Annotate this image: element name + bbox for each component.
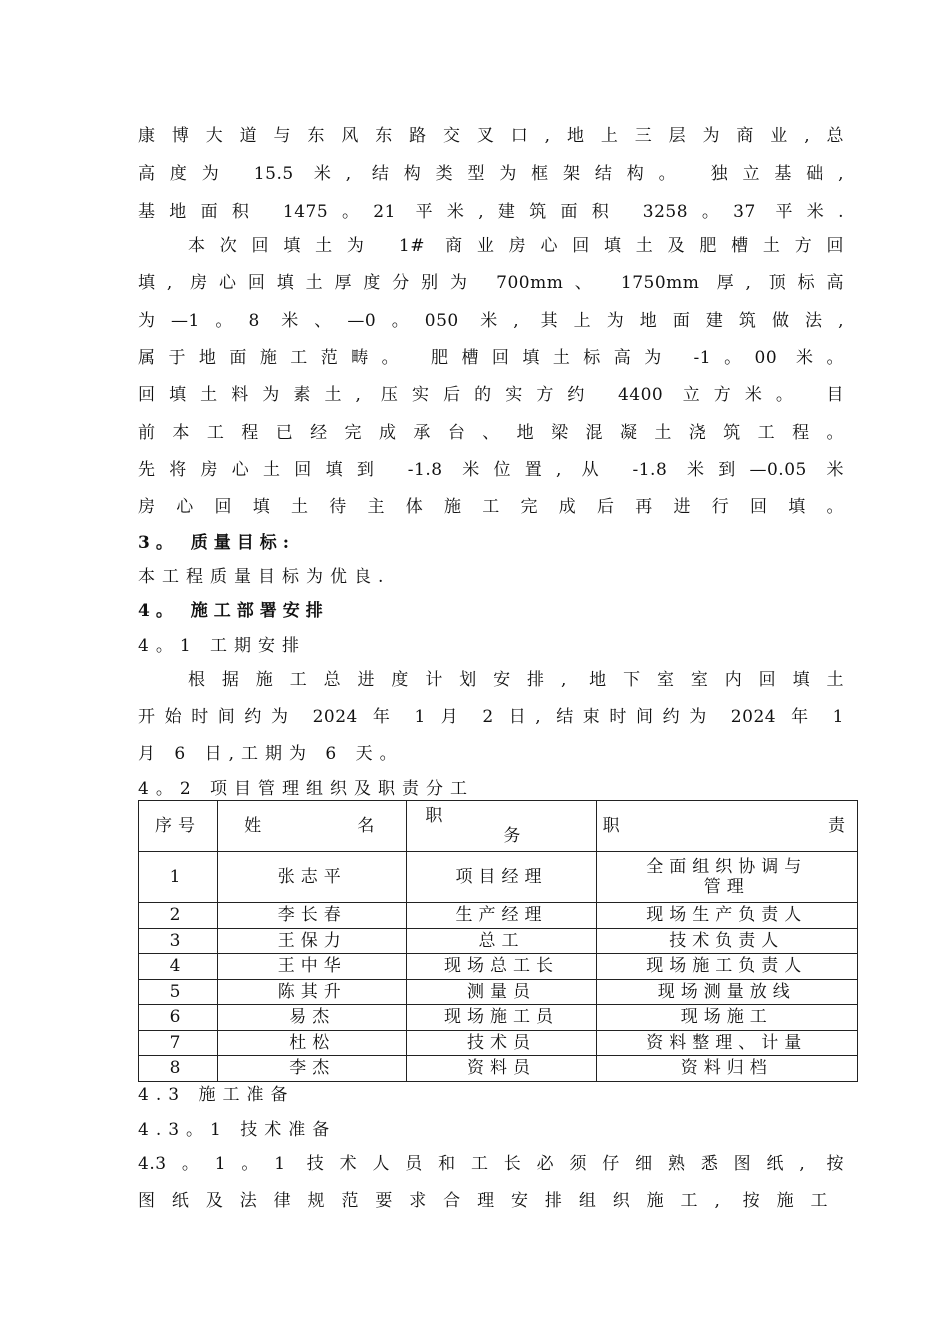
table-row [139,1030,858,1056]
quality-goal-text: 本工程质量目标为优良. [138,567,391,587]
responsibility-table [138,800,858,1082]
cell-duty: 现场生产负责人 [596,903,857,929]
cell-role: 现场总工长 [407,954,596,980]
cell-role: 现场施工员 [407,1005,596,1031]
cell-duty: 全面组织协调与 管理 [596,852,857,903]
header-role: 职 务 [407,801,596,852]
body-line: 属于地面施工范畴。 肥槽回填土标高为 -1。00 米。 [138,348,844,368]
subheading-technical-prep: 4.3。1 技术准备 [138,1120,337,1140]
cell-name: 杜松 [218,1030,407,1056]
body-line: 高度为 15.5 米, 结构类型为框架结构。 独立基础, [138,164,844,184]
cell-duty: 现场施工负责人 [596,954,857,980]
table-row [139,1005,858,1031]
table-row [139,1056,858,1082]
cell-name: 张志平 [218,852,407,903]
cell-no: 4 [139,954,218,980]
cell-no: 7 [139,1030,218,1056]
body-line: 前本工程已经完成承台、地梁混凝土浇筑工程。 [138,423,844,443]
cell-name: 李长春 [218,903,407,929]
cell-name: 王保力 [218,928,407,954]
cell-name: 王中华 [218,954,407,980]
table-row [139,903,858,929]
body-line: 基地面积 1475。21 平米,建筑面积 3258。37 平米. [138,202,844,222]
cell-no: 6 [139,1005,218,1031]
cell-name: 易杰 [218,1005,407,1031]
cell-no: 5 [139,979,218,1005]
subheading-preparation: 4.3 施工准备 [138,1085,295,1105]
subheading-schedule: 4。1 工期安排 [138,636,307,656]
cell-duty: 现场施工 [596,1005,857,1031]
body-line: 回填土料为素土, 压实后的实方约 4400 立方米。 目 [138,385,844,405]
section-heading-quality: 3。 质量目标: [138,533,296,553]
cell-role: 资料员 [407,1056,596,1082]
body-line: 先将房心土回填到 -1.8 米位置, 从 -1.8 米到—0.05 米 [138,460,844,480]
table-header-row [139,801,858,852]
cell-no: 8 [139,1056,218,1082]
body-line: 月 6 日,工期为 6 天。 [138,744,404,764]
table-row [139,954,858,980]
cell-name: 陈其升 [218,979,407,1005]
cell-duty: 资料归档 [596,1056,857,1082]
cell-role: 生产经理 [407,903,596,929]
body-line: 房心回填土待主体施工完成后再进行回填。 [138,497,844,517]
subheading-organization: 4。2 项目管理组织及职责分工 [138,779,475,799]
body-line: 4.3。1。1 技术人员和工长必须仔细熟悉图纸, 按 [138,1154,844,1174]
cell-duty: 现场测量放线 [596,979,857,1005]
body-line: 根据施工总进度计划安排, 地下室室内回填土 [188,670,844,690]
table-row [139,928,858,954]
table-row [139,979,858,1005]
cell-role: 项目经理 [407,852,596,903]
body-line: 为—1。8 米、—0。050 米, 其上为地面建筑做法, [138,311,844,331]
body-line: 填, 房心回填土厚度分别为 700mm、 1750mm 厚, 顶标高 [138,273,844,293]
cell-duty: 技术负责人 [596,928,857,954]
body-line: 本次回填土为 1# 商业房心回填土及肥槽土方回 [188,236,844,256]
cell-name: 李杰 [218,1056,407,1082]
cell-duty: 资料整理、计量 [596,1030,857,1056]
header-name: 姓 名 [218,801,407,852]
header-duty: 职 责 [596,801,857,852]
header-no: 序号 [139,801,218,852]
cell-no: 2 [139,903,218,929]
body-line: 康博大道与东风东路交叉口,地上三层为商业,总 [138,126,844,146]
cell-role: 技术员 [407,1030,596,1056]
body-line: 开始时间约为 2024 年 1 月 2 日, 结束时间约为 2024 年 1 [138,707,844,727]
cell-no: 1 [139,852,218,903]
table-row [139,852,858,903]
section-heading-deployment: 4。 施工部署安排 [138,601,329,621]
cell-role: 测量员 [407,979,596,1005]
cell-role: 总工 [407,928,596,954]
body-line: 图纸及法律规范要求合理安排组织施工, 按施工 [138,1191,828,1211]
cell-no: 3 [139,928,218,954]
